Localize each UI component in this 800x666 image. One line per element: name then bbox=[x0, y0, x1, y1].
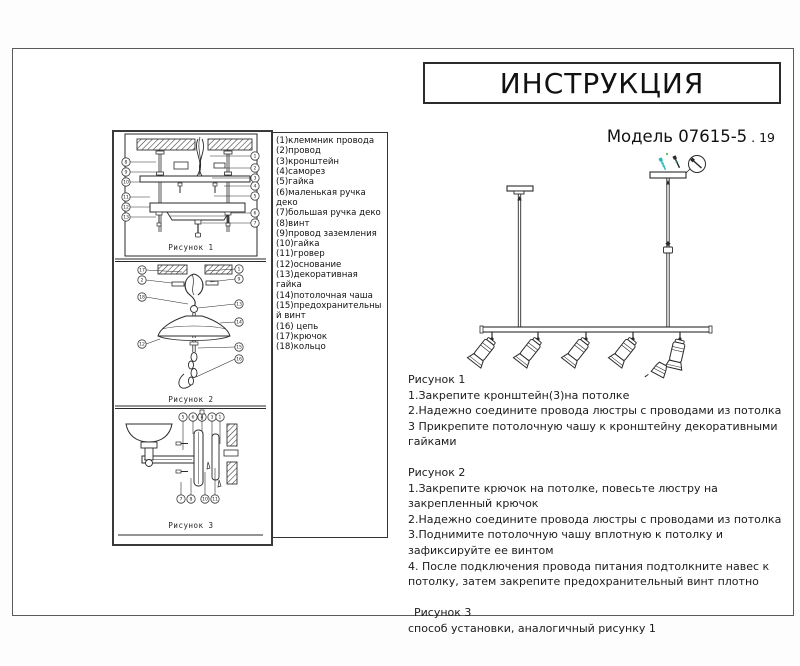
svg-text:2: 2 bbox=[140, 278, 144, 284]
ceiling-hatch bbox=[158, 265, 187, 274]
part-item: (9)провод заземления bbox=[276, 228, 377, 239]
instruction-line: способ установки, аналогичный рисунку 1 bbox=[408, 621, 656, 635]
fig3-label: Рисунок 3 bbox=[168, 521, 214, 530]
instruction-title: Рисунок 3 bbox=[414, 605, 472, 619]
wall-hatch bbox=[227, 462, 237, 484]
part-item: (2)провод bbox=[276, 146, 321, 157]
svg-text:6: 6 bbox=[191, 415, 195, 421]
part-item: (3)кронштейн bbox=[276, 156, 340, 167]
base-plate bbox=[150, 203, 245, 212]
fig2-label: Рисунок 2 bbox=[168, 395, 214, 404]
svg-text:12: 12 bbox=[123, 205, 129, 211]
spot-head bbox=[561, 332, 592, 368]
instruction-line: 1.Закрепите кронштейн(3)на потолке bbox=[408, 388, 630, 402]
instruction-title: Рисунок 1 bbox=[408, 373, 466, 386]
svg-text:10: 10 bbox=[123, 180, 129, 186]
ceiling-mount-right bbox=[650, 153, 706, 327]
figures-panel bbox=[112, 130, 273, 546]
svg-text:8: 8 bbox=[124, 160, 128, 166]
green-mark bbox=[666, 153, 668, 155]
ring bbox=[191, 306, 198, 313]
terminal-block bbox=[174, 162, 188, 169]
wall-hatch bbox=[227, 424, 237, 446]
instruction-section-fig2 bbox=[408, 465, 788, 590]
svg-text:13: 13 bbox=[236, 302, 242, 308]
svg-text:1: 1 bbox=[237, 267, 241, 273]
spot-head bbox=[467, 332, 498, 368]
instruction-line: 4. После подключения провода питания подтолкните навес к потолку, затем закрепите предохранительный винт плотно bbox=[408, 559, 770, 589]
spot-lights bbox=[467, 332, 688, 370]
wall-anchor bbox=[224, 450, 238, 456]
mount-screw-teal bbox=[658, 157, 667, 170]
svg-text:17: 17 bbox=[139, 268, 145, 274]
svg-text:8: 8 bbox=[189, 497, 193, 503]
model-suffix: . 19 bbox=[747, 130, 775, 145]
figure1-diagram bbox=[122, 134, 259, 256]
part-item: (17)крючок bbox=[276, 331, 328, 342]
svg-text:2: 2 bbox=[253, 166, 257, 172]
svg-text:10: 10 bbox=[202, 497, 208, 503]
svg-text:7: 7 bbox=[179, 497, 183, 503]
ceiling-hatch bbox=[137, 139, 195, 150]
ceiling-hatch bbox=[208, 139, 252, 150]
svg-text:1: 1 bbox=[253, 154, 257, 160]
instruction-line: 2.Надежно соедините провода люстры с проводами из потолка bbox=[408, 512, 782, 526]
svg-text:18: 18 bbox=[139, 295, 145, 301]
part-item: (6)маленькая ручка деко bbox=[276, 187, 366, 208]
svg-text:3: 3 bbox=[210, 415, 214, 421]
page-title: ИНСТРУКЦИЯ bbox=[499, 66, 705, 100]
instruction-title: Рисунок 2 bbox=[408, 466, 466, 480]
instruction-line: 3.Поднимите потолочную чашу вплотную к потолку и зафиксируйте ее винтом bbox=[408, 528, 723, 558]
part-item: (11)гровер bbox=[276, 249, 325, 260]
part-item: (13)декоративная гайка bbox=[276, 270, 358, 291]
figures-diagrams bbox=[114, 132, 267, 540]
svg-text:9: 9 bbox=[237, 277, 241, 283]
part-item: (15)предохранительный винт bbox=[276, 301, 382, 322]
figure3-diagram bbox=[118, 410, 263, 535]
part-item: (12)основание bbox=[276, 259, 342, 270]
instruction-section-fig1 bbox=[408, 372, 788, 450]
part-item: (14)потолочная чаша bbox=[276, 290, 373, 301]
svg-text:15: 15 bbox=[236, 345, 242, 351]
svg-text:11: 11 bbox=[212, 497, 218, 503]
figure2-diagram bbox=[138, 265, 243, 404]
rod-joint bbox=[665, 241, 670, 246]
svg-text:7: 7 bbox=[253, 221, 257, 227]
spot-head bbox=[608, 332, 639, 368]
hook bbox=[185, 274, 195, 307]
svg-text:14: 14 bbox=[236, 320, 242, 326]
part-item: (8)винт bbox=[276, 218, 310, 229]
part-item: (5)гайка bbox=[276, 177, 314, 188]
spot-head bbox=[665, 332, 688, 370]
part-item: (16) цепь bbox=[276, 321, 319, 332]
mount-plate bbox=[212, 434, 219, 480]
instruction-line: 2.Надежно соедините провода люстры с проводами из потолка bbox=[408, 404, 782, 418]
part-item: (7)большая ручка деко bbox=[276, 208, 381, 219]
part-item: (10)гайка bbox=[276, 239, 320, 250]
model-label bbox=[420, 127, 775, 146]
instruction-line: 1.Закрепите крючок на потолке, повесьте люстру на закрепленный крючок bbox=[408, 481, 718, 511]
mount-bracket bbox=[650, 172, 686, 178]
instruction-section-fig3 bbox=[408, 605, 788, 636]
svg-text:12: 12 bbox=[139, 342, 145, 348]
part-item: (4)саморез bbox=[276, 166, 326, 177]
svg-text:5: 5 bbox=[253, 194, 257, 200]
parts-list bbox=[272, 132, 388, 538]
chain bbox=[179, 353, 197, 389]
svg-text:16: 16 bbox=[236, 357, 242, 363]
part-item: (18)кольцо bbox=[276, 342, 326, 353]
svg-text:4: 4 bbox=[253, 184, 257, 190]
instructions bbox=[408, 372, 788, 651]
fig1-label: Рисунок 1 bbox=[168, 243, 214, 252]
svg-text:11: 11 bbox=[123, 195, 129, 201]
title-box bbox=[423, 62, 781, 104]
glass-shade bbox=[126, 424, 172, 442]
svg-text:4: 4 bbox=[200, 415, 204, 421]
instruction-line: 3 Прикрепите потолочную чашу к кронштейну декоративными гайками bbox=[408, 419, 778, 449]
product-drawing bbox=[420, 145, 795, 385]
spot-head bbox=[513, 332, 544, 368]
part-item: (1)клеммник провода bbox=[276, 136, 375, 146]
svg-text:13: 13 bbox=[123, 215, 129, 221]
svg-text:5: 5 bbox=[181, 415, 185, 421]
svg-text:6: 6 bbox=[253, 211, 257, 217]
svg-text:3: 3 bbox=[253, 176, 257, 182]
model-prefix: Модель 07615-5 bbox=[606, 127, 748, 146]
ceiling-mount-left bbox=[507, 186, 533, 327]
track-bar bbox=[480, 326, 712, 333]
mount-screw-dark bbox=[672, 155, 681, 168]
svg-text:1: 1 bbox=[218, 415, 222, 421]
svg-text:9: 9 bbox=[124, 170, 128, 176]
bracket bbox=[140, 176, 250, 182]
